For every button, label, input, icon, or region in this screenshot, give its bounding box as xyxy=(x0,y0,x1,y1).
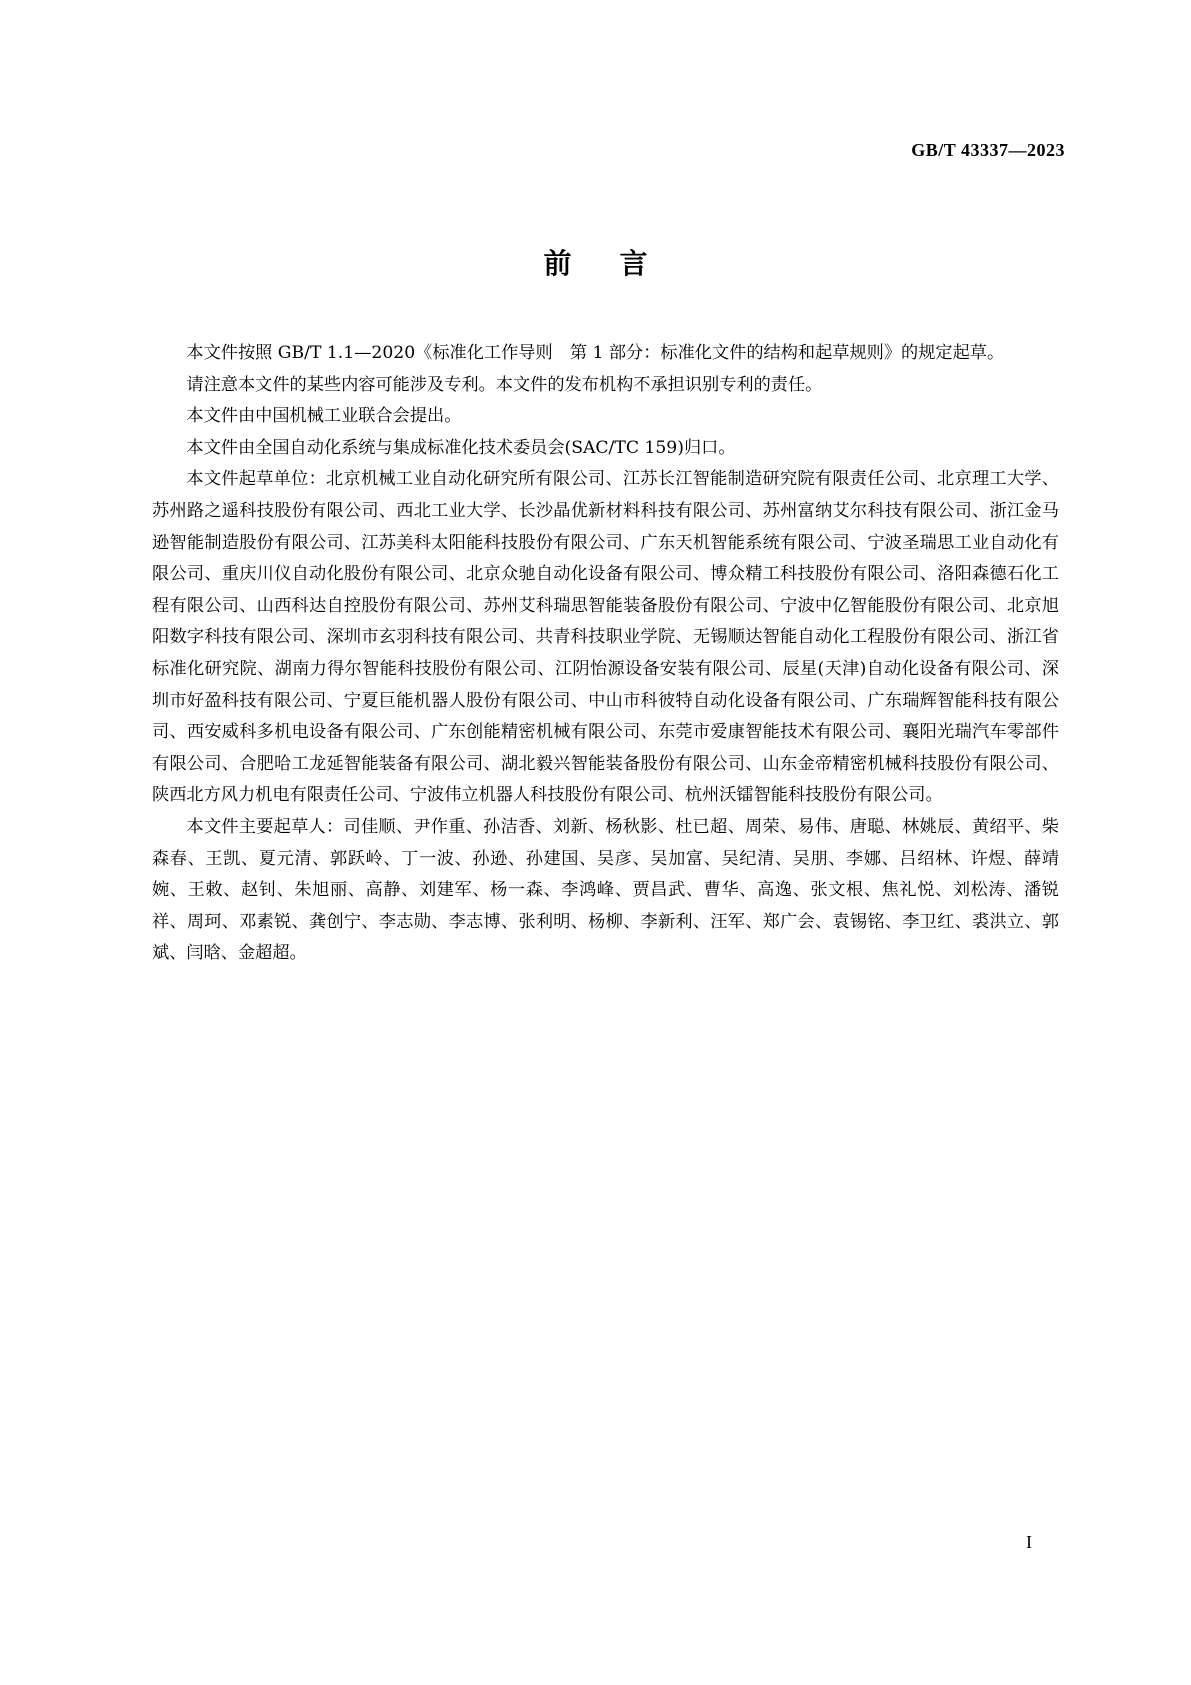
standard-code: GB/T 43337—2023 xyxy=(911,140,1065,160)
paragraph-drafting-units: 本文件起草单位：北京机械工业自动化研究所有限公司、江苏长江智能制造研究院有限责任公司、北京理工大学、苏州路之遥科技股份有限公司、西北工业大学、长沙晶优新材料科技有限公司、苏州富纳艾尔科技有限公司、浙江金马逊智能制造股份有限公司、江苏美科太阳能科技股份有限公司、广东天机智能系统有限公司、宁波圣瑞思工业自动化有限公司、重庆川仪自动化股份有限公司、北京众驰自动化设备有限公司、博众精工科技股份有限公司、洛阳森德石化工程有限公司、山西科达自控股份有限公司、苏州艾科瑞思智能装备股份有限公司、宁波中亿智能股份有限公司、北京旭阳数字科技有限公司、深圳市玄羽科技有限公司、共青科技职业学院、无锡顺达智能自动化工程股份有限公司、浙江省标准化研究院、湖南力得尔智能科技股份有限公司、江阴怡源设备安装有限公司、辰星(天津)自动化设备有限公司、深圳市好盈科技有限公司、宁夏巨能机器人股份有限公司、中山市科彼特自动化设备有限公司、广东瑞辉智能科技有限公司、西安威科多机电设备有限公司、广东创能精密机械有限公司、东莞市爱康智能技术有限公司、襄阳光瑞汽车零部件有限公司、合肥哈工龙延智能装备有限公司、湖北毅兴智能装备股份有限公司、山东金帝精密机械科技股份有限公司、陕西北方风力机电有限责任公司、宁波伟立机器人科技股份有限公司、杭州沃镭智能科技股份有限公司。 xyxy=(152,469,1059,806)
paragraph-committee: 本文件由全国自动化系统与集成标准化技术委员会(SAC/TC 159)归口。 xyxy=(186,437,736,458)
page-title: 前言 xyxy=(543,247,696,280)
paragraph-drafting-rules: 本文件按照 GB/T 1.1—2020《标准化工作导则 第 1 部分：标准化文件的结构和起草规则》的规定起草。 xyxy=(186,343,1005,363)
paragraph-patent-notice: 请注意本文件的某些内容可能涉及专利。本文件的发布机构不承担识别专利的责任。 xyxy=(186,374,823,395)
paragraph-proposer: 本文件由中国机械工业联合会提出。 xyxy=(186,406,462,427)
paragraph-drafters: 本文件主要起草人：司佳顺、尹作重、孙洁香、刘新、杨秋影、杜已超、周荣、易伟、唐聪、林姚辰、黄绍平、柴森春、王凯、夏元清、郭跃岭、丁一波、孙逊、孙建国、吴彦、吴加富、吴纪清、吴朋、李娜、吕绍林、许煜、薛靖婉、王敕、赵钊、朱旭丽、高静、刘建军、杨一森、李鸿峰、贾昌武、曹华、高逸、张文根、焦礼悦、刘松涛、潘锐祥、周珂、邓素锐、龚创宁、李志勋、李志博、张利明、杨柳、李新利、汪军、郑广会、袁锡铭、李卫红、裘洪立、郭斌、闫晗、金超超。 xyxy=(152,816,1059,964)
foreword-body xyxy=(152,338,1059,970)
page-number: I xyxy=(1026,1532,1032,1552)
